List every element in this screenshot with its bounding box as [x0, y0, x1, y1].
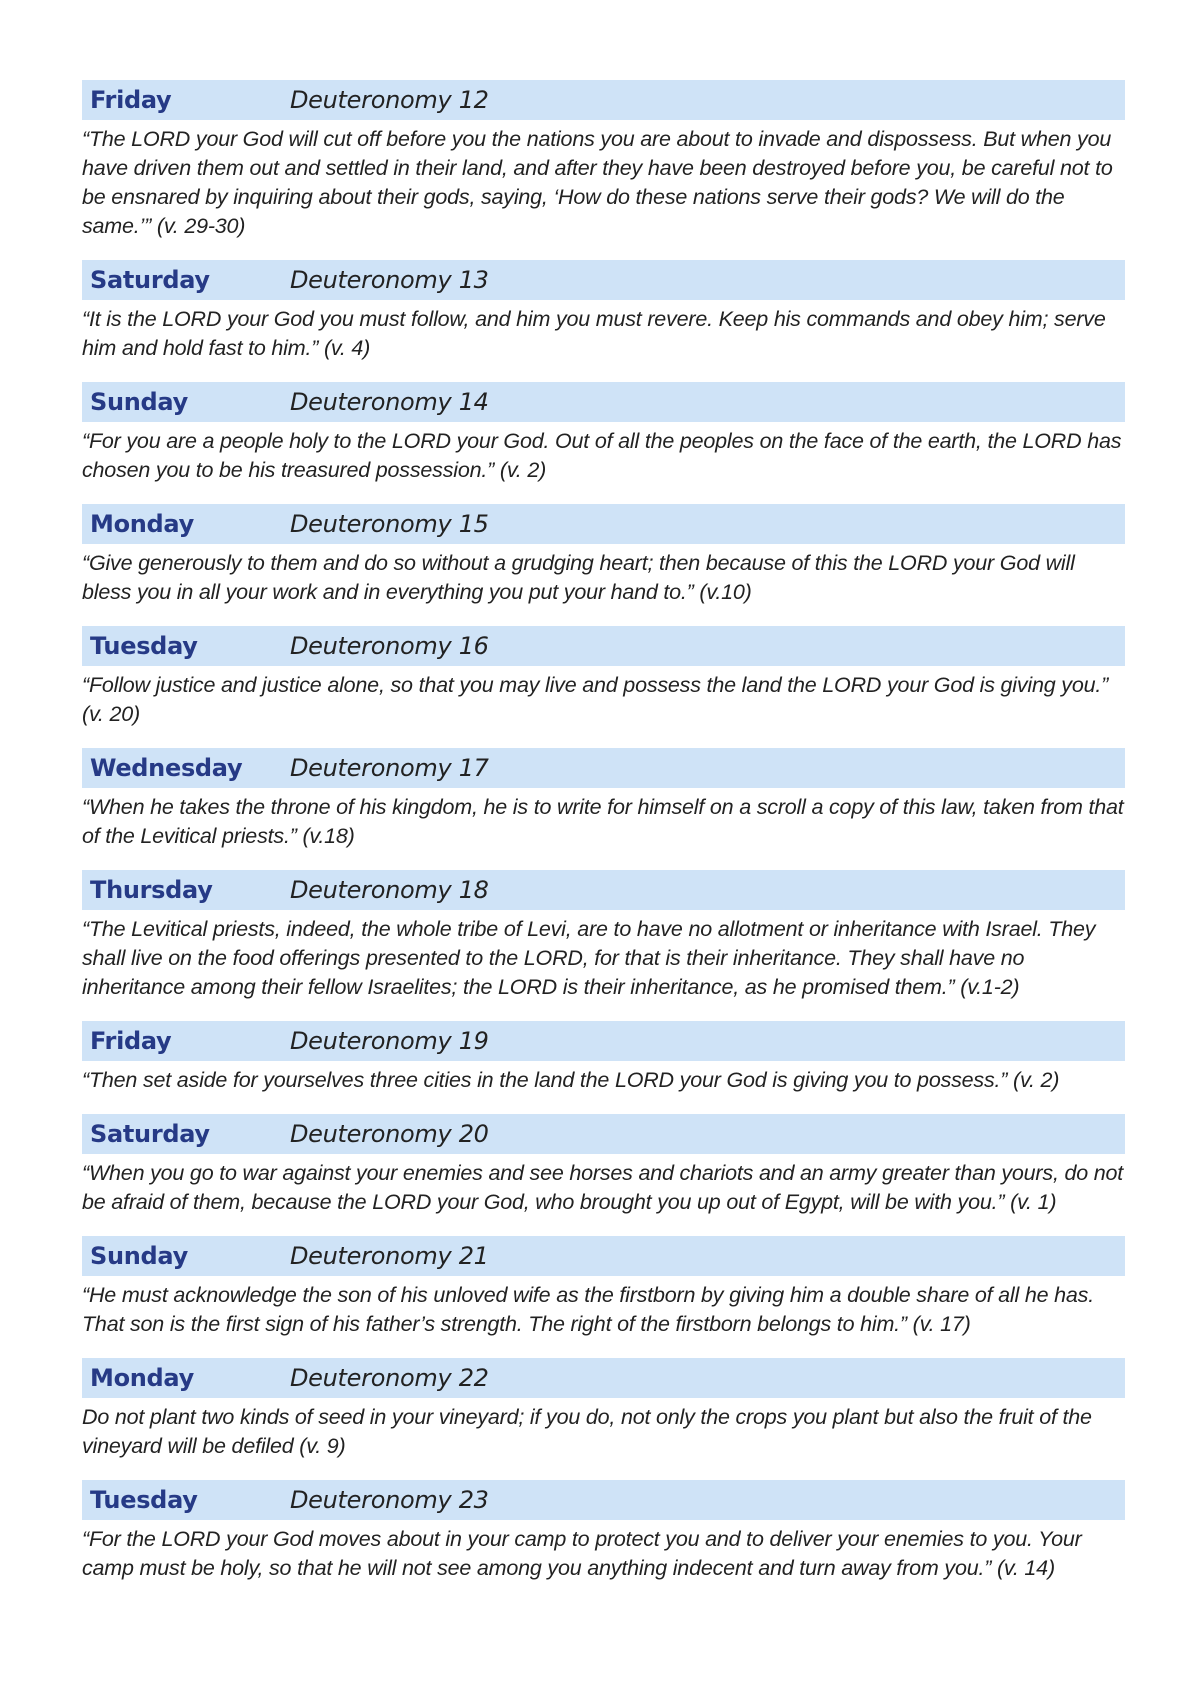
entry-header	[82, 504, 1125, 544]
entry-header	[82, 626, 1125, 666]
verse-text: “The Levitical priests, indeed, the whole tribe of Levi, are to have no allotment or inheritance with Israel. They shall live on the food offerings presented to the LORD, for that is their inheritance. They shall have no inheritance among their fellow Israelites; the LORD is their inheritance, as he promised them.” (v.1-2)	[82, 917, 1096, 999]
reading-entry	[82, 870, 1125, 1002]
entry-header	[82, 260, 1125, 300]
chapter-reference: Deuteronomy 14	[290, 388, 489, 416]
entry-header	[82, 748, 1125, 788]
day-label: Sunday	[90, 1242, 188, 1270]
reading-entry	[82, 748, 1125, 851]
reading-entry	[82, 1114, 1125, 1217]
reading-entry	[82, 260, 1125, 363]
chapter-reference: Deuteronomy 20	[290, 1120, 489, 1148]
reading-entry	[82, 504, 1125, 607]
verse-text: Do not plant two kinds of seed in your vineyard; if you do, not only the crops you plant but also the fruit of the vineyard will be defiled (v. 9)	[82, 1405, 1092, 1458]
entry-header	[82, 1480, 1125, 1520]
day-label: Wednesday	[90, 754, 243, 782]
entry-header	[82, 382, 1125, 422]
verse-text: “He must acknowledge the son of his unloved wife as the firstborn by giving him a double share of all he has. That son is the first sign of his father’s strength. The right of the firstborn belongs to him.” (v. 17)	[82, 1283, 1094, 1336]
verse-text: “Give generously to them and do so without a grudging heart; then because of this the LORD your God will bless you in all your work and in everything you put your hand to.” (v.10)	[82, 551, 1075, 604]
entry-header	[82, 870, 1125, 910]
verse-text: “It is the LORD your God you must follow, and him you must revere. Keep his commands and obey him; serve him and hold fast to him.” (v. 4)	[82, 307, 1106, 360]
reading-entry	[82, 1236, 1125, 1339]
chapter-reference: Deuteronomy 12	[290, 86, 489, 114]
day-label: Friday	[90, 1027, 172, 1055]
reading-plan	[82, 80, 1125, 1602]
chapter-reference: Deuteronomy 18	[290, 876, 489, 904]
day-label: Sunday	[90, 388, 188, 416]
entry-header	[82, 1021, 1125, 1061]
reading-entry	[82, 1480, 1125, 1583]
entry-header	[82, 1236, 1125, 1276]
day-label: Tuesday	[90, 632, 198, 660]
entry-header	[82, 1114, 1125, 1154]
day-label: Tuesday	[90, 1486, 198, 1514]
day-label: Thursday	[90, 876, 213, 904]
chapter-reference: Deuteronomy 22	[290, 1364, 489, 1392]
chapter-reference: Deuteronomy 16	[290, 632, 489, 660]
entry-header	[82, 1358, 1125, 1398]
verse-text: “Then set aside for yourselves three cities in the land the LORD your God is giving you to possess.” (v. 2)	[82, 1068, 1060, 1092]
verse-text: “For you are a people holy to the LORD your God. Out of all the peoples on the face of the earth, the LORD has chosen you to be his treasured possession.” (v. 2)	[82, 429, 1122, 482]
reading-entry	[82, 80, 1125, 241]
day-label: Saturday	[90, 266, 210, 294]
day-label: Monday	[90, 510, 194, 538]
reading-entry	[82, 382, 1125, 485]
chapter-reference: Deuteronomy 21	[290, 1242, 489, 1270]
day-label: Friday	[90, 86, 172, 114]
verse-text: “When you go to war against your enemies and see horses and chariots and an army greater than yours, do not be afraid of them, because the LORD your God, who brought you up out of Egypt, will be with you.” (v. 1)	[82, 1161, 1124, 1214]
chapter-reference: Deuteronomy 19	[290, 1027, 489, 1055]
chapter-reference: Deuteronomy 13	[290, 266, 489, 294]
day-label: Monday	[90, 1364, 194, 1392]
verse-text: “Follow justice and justice alone, so that you may live and possess the land the LORD your God is giving you.” (v. 20)	[82, 673, 1109, 726]
reading-entry	[82, 1021, 1125, 1095]
reading-entry	[82, 1358, 1125, 1461]
chapter-reference: Deuteronomy 17	[290, 754, 489, 782]
chapter-reference: Deuteronomy 23	[290, 1486, 489, 1514]
day-label: Saturday	[90, 1120, 210, 1148]
entry-header	[82, 80, 1125, 120]
verse-text: “For the LORD your God moves about in your camp to protect you and to deliver your enemies to you. Your camp must be holy, so that he will not see among you anything indecent and turn away from you.” (v. 14)	[82, 1527, 1082, 1580]
reading-entry	[82, 626, 1125, 729]
verse-text: “When he takes the throne of his kingdom, he is to write for himself on a scroll a copy of this law, taken from that of the Levitical priests.” (v.18)	[82, 795, 1124, 848]
verse-text: “The LORD your God will cut off before you the nations you are about to invade and dispossess. But when you have driven them out and settled in their land, and after they have been destroyed before you, be careful not to be ensnared by inquiring about their gods, saying, ‘How do these nations serve their gods? We will do the same.’” (v. 29-30)	[82, 127, 1113, 238]
chapter-reference: Deuteronomy 15	[290, 510, 489, 538]
